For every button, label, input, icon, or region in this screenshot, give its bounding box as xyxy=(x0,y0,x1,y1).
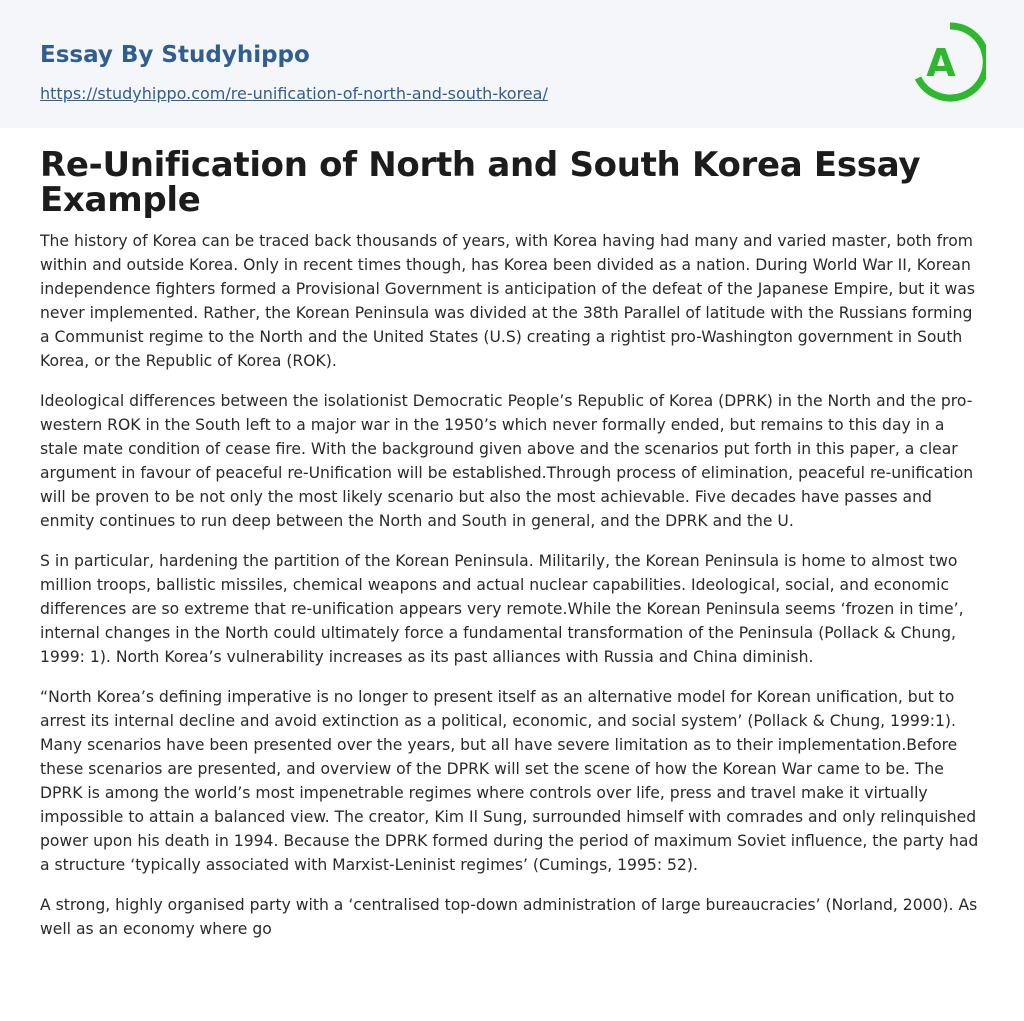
paragraph-1: The history of Korea can be traced back thousands of years, with Korea having had many and varied master, both from within and outside Korea. Only in recent times though, has Korea been divided as a nation. During World War II, Korean independence fighters formed a Provisional Government is anticipation of the defeat of the Japanese Empire, but it was never implemented. Rather, the Korean Peninsula was divided at the 38th Parallel of latitude with the Russians forming a Communist regime to the North and the United States (U.S) creating a rightist pro-Washington government in South Korea, or the Republic of Korea (ROK). xyxy=(40,232,975,370)
paragraph-5: A strong, highly organised party with a ‘centralised top-down administration of large bureaucracies’ (Norland, 2000). As well as an economy where go xyxy=(40,896,978,938)
paragraph-4: “North Korea’s defining imperative is no longer to present itself as an alternative model for Korean unification, but to arrest its internal decline and avoid extinction as a political, economic, and social system’ (Pollack & Chung, 1999:1). Many scenarios have been presented over the years, but all have severe limitation as to their implementation.Before these scenarios are presented, and overview of the DPRK will set the scene of how the Korean War came to be. The DPRK is among the world’s most impenetrable regimes where controls over life, press and travel make it virtually impossible to attain a balanced view. The creator, Kim Il Sung, surrounded himself with comrades and only relinquished power upon his death in 1994. Because the DPRK formed during the period of maximum Soviet influence, the party had a structure ‘typically associated with Marxist-Leninist regimes’ (Cumings, 1995: 52). xyxy=(40,688,979,874)
paragraph-3: S in particular, hardening the partition of the Korean Peninsula. Militarily, the Korean Peninsula is home to almost two million troops, ballistic missiles, chemical weapons and actual nuclear capabilities. Ideological, social, and economic differences are so extreme that re-unification appears very remote.While the Korean Peninsula seems ‘frozen in time’, internal changes in the North could ultimately force a fundamental transformation of the Peninsula (Pollack & Chung, 1999: 1). North Korea’s vulnerability increases as its past alliances with Russia and China diminish. xyxy=(40,552,964,666)
site-title[interactable]: Essay By Studyhippo xyxy=(40,42,310,68)
site-header xyxy=(0,0,1024,128)
article-body xyxy=(40,229,984,941)
paragraph-2: Ideological differences between the isolationist Democratic People’s Republic of Korea (DPRK) in the North and the pro-western ROK in the South left to a major war in the 1950’s which never formally ended, but remains to this day in a stale mate condition of cease fire. With the background given above and the scenarios put forth in this paper, a clear argument in favour of peaceful re-Unification will be established.Through process of elimination, peaceful re-unification will be proven to be not only the most likely scenario but also the most achievable. Five decades have passes and enmity continues to run deep between the North and South in general, and the DPRK and the U. xyxy=(40,392,974,530)
page-title: Re-Unification of North and South Korea Essay Example xyxy=(40,145,921,220)
logo-letter: A xyxy=(926,41,956,85)
article xyxy=(40,145,984,941)
circle-a-logo-icon[interactable] xyxy=(914,20,986,106)
page-url-link[interactable]: https://studyhippo.com/re-unification-of-north-and-south-korea/ xyxy=(40,84,548,103)
